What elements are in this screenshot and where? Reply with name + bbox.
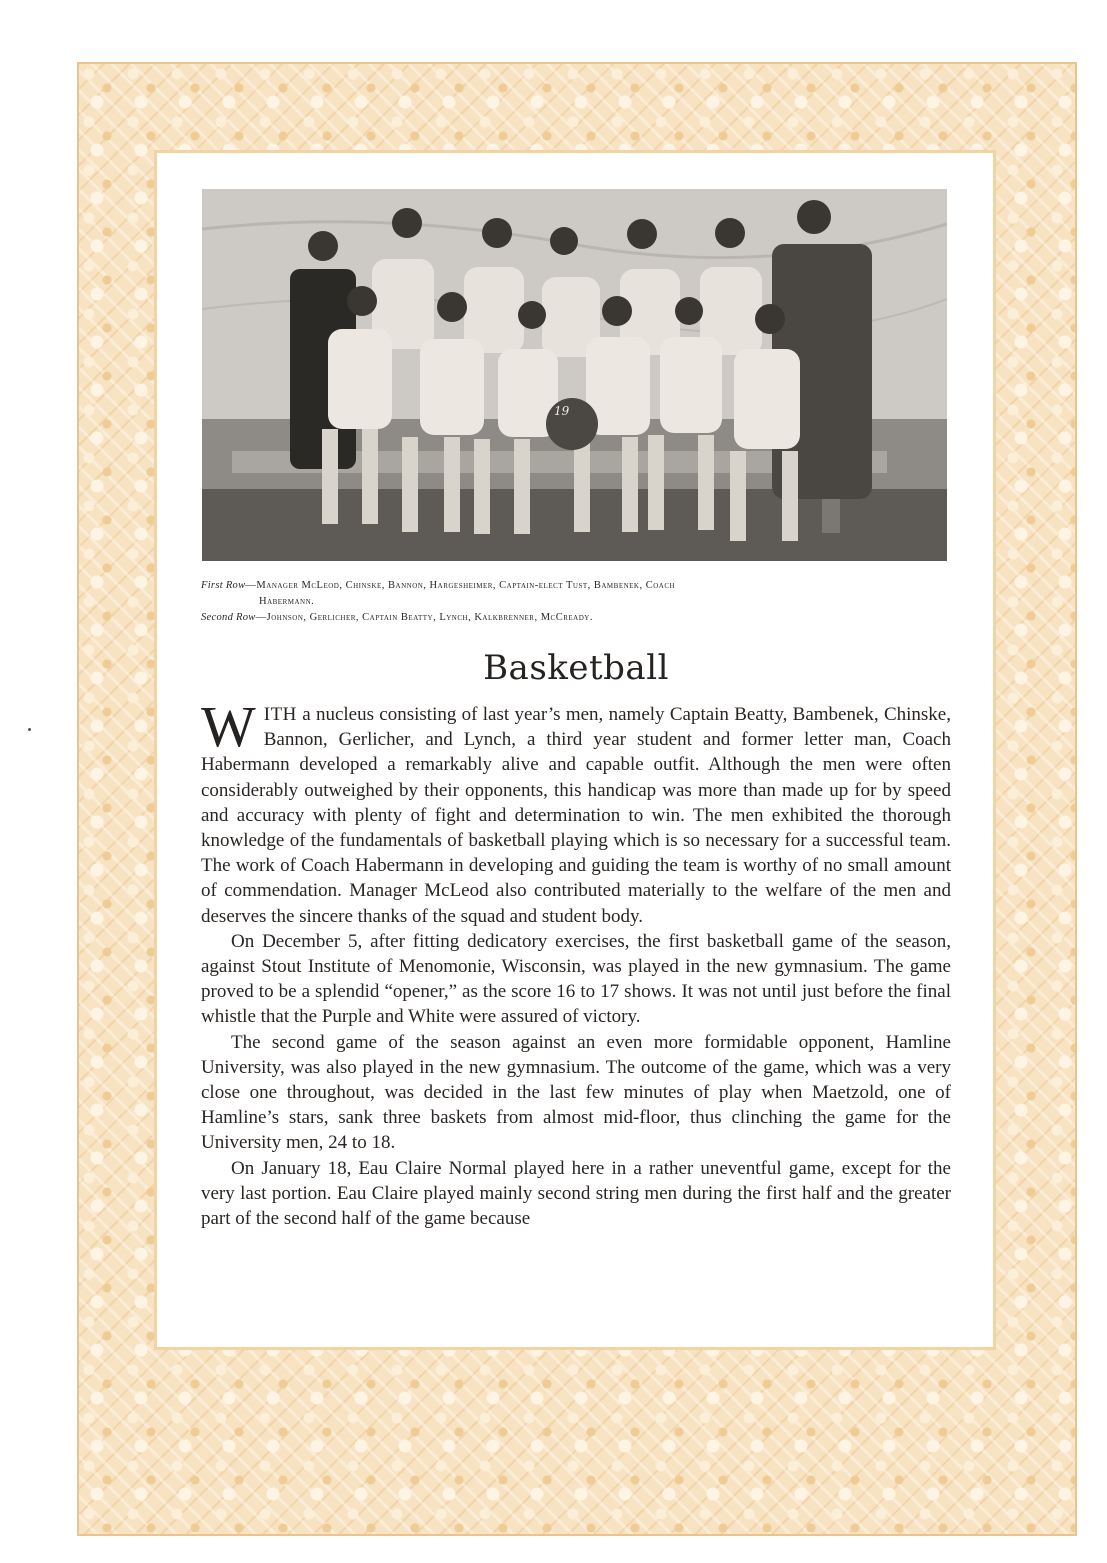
article-title: Basketball bbox=[483, 648, 669, 688]
first-word-rest: ITH bbox=[263, 704, 297, 725]
caption-first-row bbox=[201, 578, 951, 594]
paragraph-1 bbox=[201, 694, 951, 929]
paragraph-1-text: a nucleus consisting of last year’s men, namely Captain Beatty, Bambenek, Chinske, Bannon, Gerlicher, and Lynch, a third year student and former letter man, Coach Habermann developed a remarkably alive and capable outfit. Although the men were often considerably outweighed by their opponents, this handicap was more than made up for by speed and accuracy with plenty of fight and determination to win. The men exhibited the thorough knowledge of the fundamentals of basketball playing which is so necessary for a successful team. The work of Coach Habermann in developing and guiding the team is worthy of no small amount of commendation. Manager McLeod also contributed materially to the welfare of the men and deserves the sincere thanks of the squad and student body. bbox=[201, 704, 951, 927]
first-row-names: —Manager McLeod, Chinske, Bannon, Hargesheimer, Captain-elect Tust, Bambenek, Coach bbox=[245, 580, 676, 591]
first-row-names-cont: Habermann. bbox=[259, 596, 315, 607]
drop-cap: W bbox=[201, 694, 256, 759]
team-photo-illustration bbox=[202, 189, 947, 561]
stray-mark bbox=[28, 728, 31, 731]
second-row-label: Second Row bbox=[201, 612, 256, 623]
paragraph-3: The second game of the season against an even more formidable opponent, Hamline University, was also played in the new gymnasium. The outcome of the game, which was a very close one throughout, was decided in the last few minutes of play when Maetzold, one of Hamline’s stars, sank three baskets from almost mid-floor, thus clinching the game for the University men, 24 to 18. bbox=[201, 1031, 951, 1154]
ball-label: 19 bbox=[554, 404, 570, 418]
paragraph-4: On January 18, Eau Claire Normal played here in a rather uneventful game, except for the very last portion. Eau Claire played mainly second string men during the first half and the greater part of the second half of the game because bbox=[201, 1157, 951, 1230]
photo-caption bbox=[201, 578, 951, 626]
team-photo bbox=[202, 189, 947, 561]
second-row-names: —Johnson, Gerlicher, Captain Beatty, Lynch, Kalkbrenner, McCready. bbox=[255, 612, 593, 623]
caption-second-row bbox=[201, 610, 951, 626]
first-row-label: First Row bbox=[201, 580, 246, 591]
paragraph-2: On December 5, after fitting dedicatory exercises, the first basketball game of the season, against Stout Institute of Menomonie, Wisconsin, was played in the new gymnasium. The game proved to be a splendid “opener,” as the score 16 to 17 shows. It was not until just before the final whistle that the Purple and White were assured of victory. bbox=[201, 930, 951, 1028]
article-body bbox=[201, 694, 951, 1231]
